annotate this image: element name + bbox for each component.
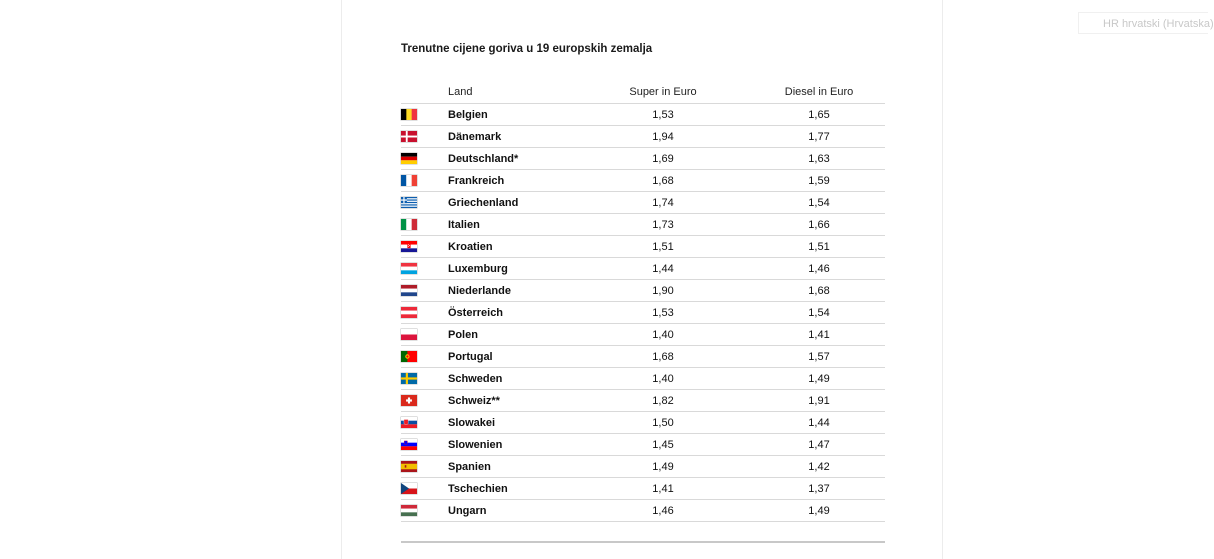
austria-flag-icon (401, 307, 417, 318)
switzerland-flag-icon (401, 395, 417, 406)
luxembourg-flag-icon (401, 263, 417, 274)
bottom-divider (401, 541, 885, 543)
country-name: Österreich (448, 306, 504, 319)
diesel-price: 1,49 (808, 504, 830, 517)
country-name: Slowenien (448, 438, 503, 451)
flag-cell (401, 219, 448, 230)
table-row (401, 367, 885, 389)
table-row (401, 125, 885, 147)
super-price: 1,45 (652, 438, 674, 451)
table-row (401, 279, 885, 301)
table-row (401, 235, 885, 257)
italy-flag-icon (401, 219, 417, 230)
country-name: Deutschland* (448, 152, 519, 165)
diesel-price: 1,65 (808, 108, 830, 121)
table-title: Trenutne cijene goriva u 19 europskih zemalja (401, 43, 653, 55)
super-price: 1,41 (652, 482, 674, 495)
language-selector[interactable]: HR hrvatski (Hrvatska) (1078, 12, 1208, 34)
super-price: 1,40 (652, 328, 674, 341)
flag-cell (401, 307, 448, 318)
super-price: 1,68 (652, 174, 674, 187)
table-row (401, 301, 885, 323)
diesel-price: 1,54 (808, 306, 830, 319)
diesel-price: 1,51 (808, 240, 830, 253)
country-name: Slowakei (448, 416, 496, 429)
super-price: 1,82 (652, 394, 674, 407)
super-price: 1,94 (652, 130, 674, 143)
denmark-flag-icon (401, 131, 417, 142)
country-name: Polen (448, 328, 478, 341)
super-column-header: Super in Euro (629, 86, 697, 98)
germany-flag-icon (401, 153, 417, 164)
sweden-flag-icon (401, 373, 417, 384)
flag-cell (401, 439, 448, 450)
flag-cell (401, 417, 448, 428)
diesel-price: 1,41 (808, 328, 830, 341)
greece-flag-icon (401, 197, 417, 208)
country-name: Schweden (448, 372, 503, 385)
table-row (401, 499, 885, 522)
flag-cell (401, 505, 448, 516)
super-price: 1,44 (652, 262, 674, 275)
hungary-flag-icon (401, 505, 417, 516)
diesel-price: 1,44 (808, 416, 830, 429)
table-header-row (401, 81, 885, 103)
flag-cell (401, 373, 448, 384)
country-name: Dänemark (448, 130, 502, 143)
table-row (401, 455, 885, 477)
flag-cell (401, 329, 448, 340)
diesel-price: 1,59 (808, 174, 830, 187)
table-row (401, 103, 885, 125)
super-price: 1,68 (652, 350, 674, 363)
table-body (401, 103, 885, 522)
diesel-price: 1,66 (808, 218, 830, 231)
portugal-flag-icon (401, 351, 417, 362)
diesel-price: 1,68 (808, 284, 830, 297)
super-price: 1,53 (652, 306, 674, 319)
flag-cell (401, 461, 448, 472)
super-price: 1,46 (652, 504, 674, 517)
table-row (401, 389, 885, 411)
country-name: Spanien (448, 460, 491, 473)
table-row (401, 147, 885, 169)
table-row (401, 433, 885, 455)
super-price: 1,51 (652, 240, 674, 253)
super-price: 1,40 (652, 372, 674, 385)
country-name: Schweiz** (448, 394, 500, 407)
table-row (401, 345, 885, 367)
land-column-header: Land (448, 86, 473, 98)
diesel-price: 1,49 (808, 372, 830, 385)
table-row (401, 169, 885, 191)
super-price: 1,69 (652, 152, 674, 165)
country-name: Griechenland (448, 196, 519, 209)
diesel-price: 1,37 (808, 482, 830, 495)
country-name: Belgien (448, 108, 488, 121)
country-name: Portugal (448, 350, 493, 363)
super-price: 1,50 (652, 416, 674, 429)
super-price: 1,74 (652, 196, 674, 209)
slovakia-flag-icon (401, 417, 417, 428)
country-name: Luxemburg (448, 262, 508, 275)
flag-cell (401, 241, 448, 252)
diesel-price: 1,54 (808, 196, 830, 209)
flag-cell (401, 153, 448, 164)
super-price: 1,49 (652, 460, 674, 473)
france-flag-icon (401, 175, 417, 186)
flag-cell (401, 395, 448, 406)
country-name: Frankreich (448, 174, 505, 187)
diesel-price: 1,63 (808, 152, 830, 165)
belgium-flag-icon (401, 109, 417, 120)
diesel-price: 1,46 (808, 262, 830, 275)
table-row (401, 213, 885, 235)
table-row (401, 477, 885, 499)
country-name: Niederlande (448, 284, 511, 297)
fuel-price-table (401, 81, 885, 522)
table-row (401, 411, 885, 433)
table-row (401, 323, 885, 345)
country-name: Italien (448, 218, 480, 231)
super-price: 1,53 (652, 108, 674, 121)
flag-cell (401, 175, 448, 186)
flag-cell (401, 263, 448, 274)
flag-cell (401, 285, 448, 296)
flag-cell (401, 351, 448, 362)
diesel-price: 1,91 (808, 394, 830, 407)
spain-flag-icon (401, 461, 417, 472)
netherlands-flag-icon (401, 285, 417, 296)
table-row (401, 191, 885, 213)
diesel-price: 1,42 (808, 460, 830, 473)
flag-cell (401, 483, 448, 494)
super-price: 1,90 (652, 284, 674, 297)
croatia-flag-icon (401, 241, 417, 252)
diesel-price: 1,57 (808, 350, 830, 363)
poland-flag-icon (401, 329, 417, 340)
flag-cell (401, 109, 448, 120)
diesel-price: 1,47 (808, 438, 830, 451)
super-price: 1,73 (652, 218, 674, 231)
diesel-column-header: Diesel in Euro (784, 86, 854, 98)
diesel-price: 1,77 (808, 130, 830, 143)
flag-cell (401, 197, 448, 208)
country-name: Tschechien (448, 482, 508, 495)
country-name: Ungarn (448, 504, 487, 517)
country-name: Kroatien (448, 240, 493, 253)
slovenia-flag-icon (401, 439, 417, 450)
flag-cell (401, 131, 448, 142)
table-row (401, 257, 885, 279)
czechia-flag-icon (401, 483, 417, 494)
